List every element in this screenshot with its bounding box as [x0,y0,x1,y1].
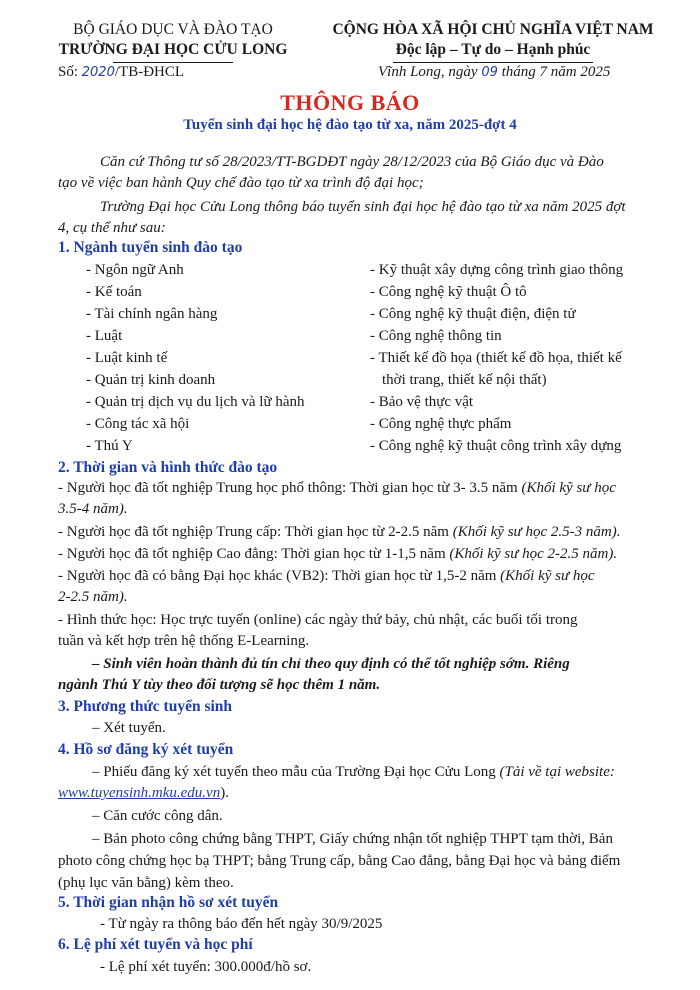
ministry-name: BỘ GIÁO DỤC VÀ ĐÀO TẠO [73,21,273,38]
header-left [38,20,308,63]
intro-p1-line2: tạo về việc ban hành Quy chế đào tạo từ xa trình độ đại học; [58,175,424,191]
section2-heading: 2. Thời gian và hình thức đào tạo [58,459,278,476]
major-item: - Thú Y [86,438,133,454]
handwritten-day: 09 [481,65,498,80]
id-card-item: – Căn cước công dân. [92,808,223,824]
handwritten-number: 2020 [81,65,115,80]
duration-item: - Người học đã tốt nghiệp Trung học phổ thông: Thời gian học từ 3- 3.5 năm (Khối kỹ sư học [58,480,616,496]
certificates-item-continued: photo công chứng học bạ THPT; bằng Trung cấp, bằng Cao đẳng, bằng Đại học và bảng điểm [58,853,621,869]
major-item: - Ngôn ngữ Anh [86,262,184,278]
intro-p2-line1: Trường Đại học Cửu Long thông báo tuyển sinh đại học hệ đào tạo từ xa năm 2025 đợt [100,199,626,215]
duration-item: - Người học đã có bằng Đại học khác (VB2): Thời gian học từ 1,5-2 năm (Khối kỹ sư học [58,568,595,584]
major-item: - Công nghệ thực phẩm [370,416,512,432]
major-item-continued: thời trang, thiết kế nội thất) [382,372,547,388]
study-format-continued: tuần và kết hợp trên hệ thống E-Learning. [58,633,310,649]
major-item: - Công nghệ kỹ thuật Ô tô [370,284,527,300]
intro-p2-line2: 4, cụ thể như sau: [58,220,166,236]
major-item: - Tài chính ngân hàng [86,306,218,322]
header-right [318,20,668,63]
major-item: - Công nghệ kỹ thuật công trình xây dựng [370,438,622,454]
application-fee: - Lệ phí xét tuyển: 300.000đ/hồ sơ. [100,959,312,975]
section6-heading: 6. Lệ phí xét tuyển và học phí [58,936,253,953]
section1-heading: 1. Ngành tuyển sinh đào tạo [58,239,243,256]
document-date: Vĩnh Long, ngày 09 tháng 7 năm 2025 [378,64,611,80]
certificates-item: – Bản photo công chứng bằng THPT, Giấy chứng nhận tốt nghiệp THPT tạm thời, Bản [92,831,613,847]
duration-item-continued: 2-2.5 năm). [58,589,128,605]
major-item: - Kỹ thuật xây dựng công trình giao thông [370,262,624,278]
application-form-item-continued: www.tuyensinh.mku.edu.vn). [58,785,229,801]
duration-item: - Người học đã tốt nghiệp Cao đẳng: Thời gian học từ 1-1,5 năm (Khối kỹ sư học 2-2.5 năm). [58,546,618,562]
school-underline [113,62,233,63]
notice-subtitle: Tuyển sinh đại học hệ đào tạo từ xa, năm 2025-đợt 4 [183,117,517,133]
admission-website-link[interactable]: www.tuyensinh.mku.edu.vn [58,785,221,801]
major-item: - Luật kinh tế [86,350,168,366]
duration-item: - Người học đã tốt nghiệp Trung cấp: Thời gian học từ 2-2.5 năm (Khối kỹ sư học 2.5-3 năm). [58,524,621,540]
major-item: - Quản trị kinh doanh [86,372,216,388]
certificates-item-continued: (phụ lục văn bằng) kèm theo. [58,875,234,891]
major-item: - Quản trị dịch vụ du lịch và lữ hành [86,394,305,410]
document-number: Số: 2020/TB-ĐHCL [58,64,185,80]
major-item: - Bảo vệ thực vật [370,394,474,410]
section3-heading: 3. Phương thức tuyển sinh [58,698,233,715]
early-graduation-note-continued: ngành Thú Y tùy theo đối tượng sẽ học thêm 1 năm. [58,677,381,693]
national-motto: Độc lập – Tự do – Hạnh phúc [395,41,591,58]
republic-name: CỘNG HÒA XÃ HỘI CHỦ NGHĨA VIỆT NAM [332,21,654,38]
receiving-period: - Từ ngày ra thông báo đến hết ngày 30/9/2025 [100,916,383,932]
early-graduation-note: – Sinh viên hoàn thành đủ tín chỉ theo quy định có thể tốt nghiệp sớm. Riêng [92,656,570,672]
admission-method: – Xét tuyển. [92,720,166,736]
major-item: - Kế toán [86,284,142,300]
motto-underline [393,62,593,63]
study-format: - Hình thức học: Học trực tuyến (online) các ngày thứ bảy, chủ nhật, các buổi tối trong [58,612,578,628]
school-name: TRƯỜNG ĐẠI HỌC CỬU LONG [58,41,288,58]
major-item: - Luật [86,328,123,344]
application-form-item: – Phiếu đăng ký xét tuyển theo mẫu của Trường Đại học Cửu Long (Tải về tại website: [92,764,615,780]
section5-heading: 5. Thời gian nhận hồ sơ xét tuyển [58,894,279,911]
major-item: - Công tác xã hội [86,416,190,432]
section4-heading: 4. Hồ sơ đăng ký xét tuyển [58,741,234,758]
major-item: - Công nghệ thông tin [370,328,502,344]
major-item: - Thiết kế đồ họa (thiết kế đồ họa, thiết kế [370,350,622,366]
intro-p1-line1: Căn cứ Thông tư số 28/2023/TT-BGDĐT ngày 28/12/2023 của Bộ Giáo dục và Đào [100,154,604,170]
notice-title: THÔNG BÁO [280,90,420,115]
major-item: - Công nghệ kỹ thuật điện, điện tử [370,306,576,322]
duration-item-continued: 3.5-4 năm). [58,501,128,517]
